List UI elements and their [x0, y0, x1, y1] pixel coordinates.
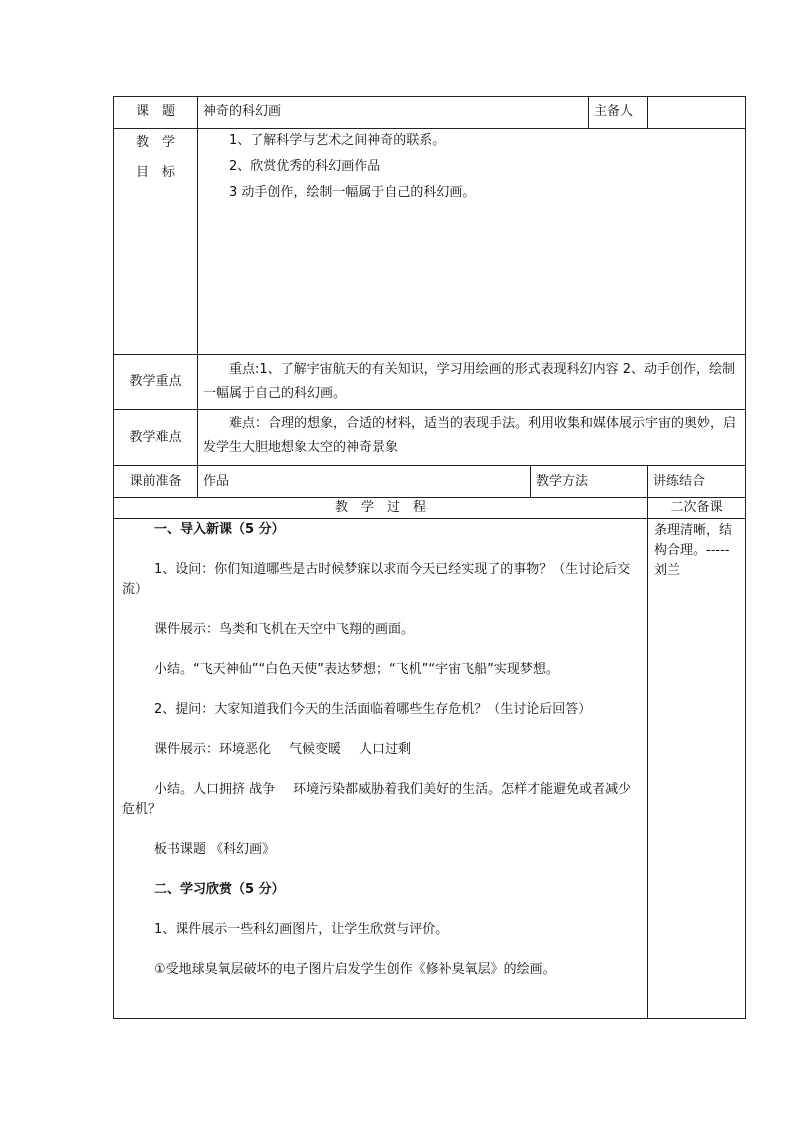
secondary-notes: 条理清晰，结构合理。-----刘兰: [648, 519, 746, 1019]
topic-value: 神奇的科幻画: [198, 97, 589, 129]
process-body-row: [114, 519, 746, 1019]
difficulties-cell: [198, 410, 746, 466]
preparer-value: [648, 97, 746, 129]
process-paragraph: 板书课题 《科幻画》: [154, 842, 276, 857]
objectives-label-line2: 目 标: [135, 165, 175, 180]
objectives-label: [114, 129, 198, 355]
process-paragraph: ①受地球臭氧层破坏的电子图片启发学生创作《修补臭氧层》的绘画。: [154, 962, 556, 977]
preparation-row: [114, 466, 746, 498]
topic-label: 课 题: [114, 97, 198, 129]
secondary-header: 二次备课: [648, 498, 746, 519]
process-paragraph: [122, 740, 639, 760]
process-content: [114, 519, 648, 1019]
preparer-label: 主备人: [589, 97, 648, 129]
process-header: 教 学 过 程: [114, 498, 648, 519]
process-paragraph: 1、课件展示一些科幻画图片，让学生欣赏与评价。: [154, 922, 449, 937]
lesson-plan-table: [113, 96, 746, 1019]
courseware-item: 人口过剩: [359, 742, 412, 757]
process-paragraph: 小结。“飞天神仙”“白色天使”表达梦想；“飞机”“宇宙飞船”实现梦想。: [154, 662, 559, 677]
objectives-list: [198, 129, 746, 355]
objectives-label-line1: 教 学: [135, 135, 175, 150]
preparation-label: 课前准备: [114, 466, 198, 498]
method-value: 讲练结合: [648, 466, 746, 498]
key-points-label: 教学重点: [114, 355, 198, 410]
process-paragraph: [122, 780, 639, 820]
difficulties-label: 教学难点: [114, 410, 198, 466]
method-label: 教学方法: [531, 466, 648, 498]
key-points-text: 重点:1、了解宇宙航天的有关知识，学习用绘画的形式表现科幻内容 2、动手创作，绘制一幅属于自己的科幻画。: [203, 362, 736, 401]
process-paragraph: 1、设问：你们知道哪些是古时候梦寐以求而今天已经实现了的事物？（生讨论后交流）: [122, 562, 631, 597]
section-title: 二、学习欣赏（5 分）: [154, 882, 285, 897]
section-title: 一、导入新课（5 分）: [154, 522, 285, 537]
key-points-cell: [198, 355, 746, 410]
summary-part: 环境污染都威胁着我们美好的生活。怎样才能避免或者减少危机？: [122, 782, 632, 817]
difficulties-text: 难点：合理的想象，合适的材料，适当的表现手法。利用收集和媒体展示宇宙的奥妙，启发学生大胆地想象太空的神奇景象: [203, 416, 737, 455]
topic-row: [114, 97, 746, 129]
process-paragraph: 2、提问：大家知道我们今天的生活面临着哪些生存危机？（生讨论后回答）: [154, 702, 592, 717]
key-points-row: [114, 355, 746, 410]
objective-item: 1、了解科学与艺术之间神奇的联系。: [229, 133, 446, 148]
objective-item: 3 动手创作，绘制一幅属于自己的科幻画。: [229, 185, 476, 200]
difficulties-row: [114, 410, 746, 466]
process-paragraph: 课件展示：鸟类和飞机在天空中飞翔的画面。: [154, 622, 415, 637]
objective-item: 2、欣赏优秀的科幻画作品: [229, 159, 381, 174]
summary-part: 小结。人口拥挤 战争: [154, 782, 276, 797]
process-header-row: [114, 498, 746, 519]
courseware-item: 气候变暖: [289, 742, 342, 757]
courseware-item: 课件展示：环境恶化: [154, 742, 272, 757]
objectives-row: [114, 129, 746, 355]
preparation-value: 作品: [198, 466, 531, 498]
